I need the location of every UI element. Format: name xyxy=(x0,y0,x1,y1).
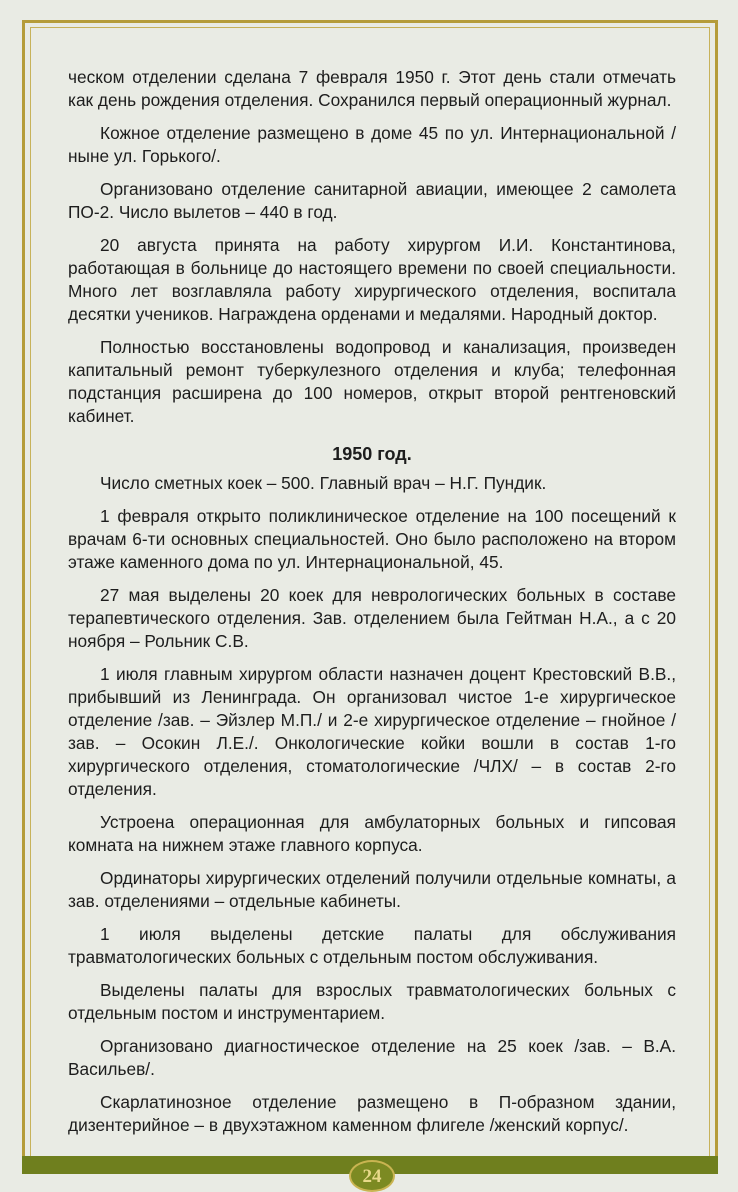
paragraph: Полностью восстановлены водопровод и канализация, произведен капитальный ремонт туберкулезного отделения и клуба; телефонная подстанция расширена до 100 номеров, открыт второй рентгеновский кабинет. xyxy=(68,337,676,426)
paragraph: 20 августа принята на работу хирургом И.И. Константинова, работающая в больнице до настоящего времени по своей специальности. Много лет возглавляла работу хирургического отделения, воспитала десятки учеников. Награждена орденами и медалями. Народный доктор. xyxy=(68,235,676,324)
section-heading: 1950 год. xyxy=(332,444,412,464)
paragraph: 27 мая выделены 20 коек для неврологических больных в составе терапевтического отделения. Зав. отделением была Гейтман Н.А., а с 20 ноября – Рольник С.В. xyxy=(68,585,676,651)
paragraph: Число сметных коек – 500. Главный врач – Н.Г. Пундик. xyxy=(100,473,547,493)
paragraph: 1 июля главным хирургом области назначен доцент Крестовский В.В., прибывший из Ленинграда. Он организовал чистое 1-е хирургическое отделение /зав. – Эйзлер М.П./ и 2-е хирургическое отделение – гнойное /зав. – Осокин Л.Е./. Онкологические койки вошли в состав 1-го хирургического отделения, стоматологические /ЧЛХ/ – в состав 2-го отделения. xyxy=(68,664,676,799)
paragraph: Организовано отделение санитарной авиации, имеющее 2 самолета ПО-2. Число вылетов – 440 в год. xyxy=(68,179,676,222)
paragraph: Устроена операционная для амбулаторных больных и гипсовая комната на нижнем этаже главного корпуса. xyxy=(68,812,676,855)
paragraph: 1 июля выделены детские палаты для обслуживания травматологических больных с отдельным постом обслуживания. xyxy=(68,924,676,967)
paragraph: Выделены палаты для взрослых травматологических больных с отдельным постом и инструментарием. xyxy=(68,980,676,1023)
paragraph: 1 февраля открыто поликлиническое отделение на 100 посещений к врачам 6-ти основных специальностей. Оно было расположено на втором этаже каменного дома по ул. Интернациональной, 45. xyxy=(68,506,676,572)
paragraph: ческом отделении сделана 7 февраля 1950 г. Этот день стали отмечать как день рождения отделения. Сохранился первый операционный журнал. xyxy=(68,67,676,110)
paragraph: Кожное отделение размещено в доме 45 по ул. Интернациональной /ныне ул. Горького/. xyxy=(68,123,676,166)
page-body xyxy=(68,66,676,1147)
paragraph: Скарлатинозное отделение размещено в П-образном здании, дизентерийное – в двухэтажном каменном флигеле /женский корпус/. xyxy=(68,1092,676,1135)
paragraph: Ординаторы хирургических отделений получили отдельные комнаты, а зав. отделениями – отдельные кабинеты. xyxy=(68,868,676,911)
paragraph: Организовано диагностическое отделение на 25 коек /зав. – В.А. Васильев/. xyxy=(68,1036,676,1079)
page-number-badge: 24 xyxy=(349,1160,395,1192)
